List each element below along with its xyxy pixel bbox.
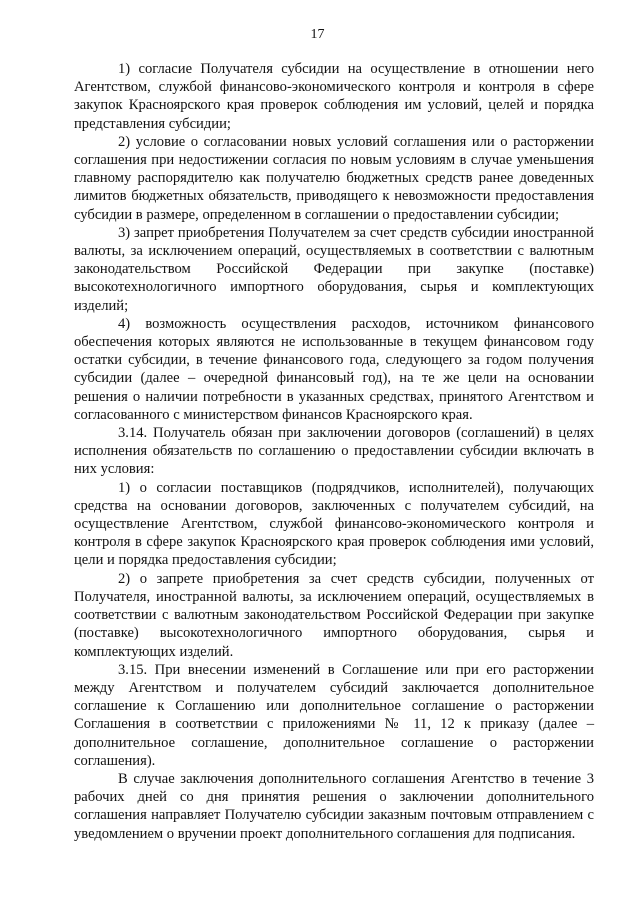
paragraph-2-new-conditions: 2) условие о согласовании новых условий соглашения или о расторжении соглашения при недостижении согласия по новым условиям в случае уменьшения главному распорядителю как получателю бюджетных средств ранее доведенных лимитов бюджетных обязательств, приводящего к невозможности предоставления субсидии в размере, определенном в соглашении о предоставлении субсидии; [74,133,594,223]
paragraph-additional-agreement-procedure: В случае заключения дополнительного соглашения Агентство в течение 3 рабочих дней со дня принятия решения о заключении дополнительного соглашения направляет Получателю субсидии заказным почтовым отправлением с уведомлением о вручении проект дополнительного соглашения для подписания. [74,770,594,842]
paragraph-4-unused-balances: 4) возможность осуществления расходов, источником финансового обеспечения которых являются не использованные в текущем финансовом году остатки субсидии, в течение финансового года, следующего за годом получения субсидии (далее – очередной финансовый год), на те же цели на основании решения о наличии потребности в указанных средствах, принятого Агентством и согласованного с министерством финансов Красноярского края. [74,315,594,423]
paragraph-3-14-contract-conditions: 3.14. Получатель обязан при заключении договоров (соглашений) в целях исполнения обязательств по соглашению о предоставлении субсидии включать в них условия: [74,425,594,478]
paragraph-1-consent-inspections: 1) согласие Получателя субсидии на осуществление в отношении него Агентством, службой финансово-экономического контроля и контроля в сфере закупок Красноярского края проверок соблюдения им условий, целей и порядка представления субсидии; [74,61,594,132]
paragraph-3-14-item-1: 1) о согласии поставщиков (подрядчиков, исполнителей), получающих средства на основании договоров, заключенных с получателем субсидий, на осуществление Агентством, службой финансово-экономического контроля и контроля в сфере закупок Красноярского края проверок соблюдения ими условий, цели и порядка предоставления субсидии; [74,479,594,569]
paragraph-3-14-item-2: 2) о запрете приобретения за счет средств субсидии, полученных от Получателя, иностранной валюты, за исключением операций, осуществляемых в соответствии с валютным законодательством Российской Федерации при закупке (поставке) высокотехнологичного импортного оборудования, сырья и комплектующих изделий. [74,570,594,660]
document-body [74,60,594,843]
paragraph-3-currency-ban: 3) запрет приобретения Получателем за счет средств субсидии иностранной валюты, за исключением операций, осуществляемых в соответствии с валютным законодательством Российской Федерации при закупке (поставке) высокотехнологичного импортного оборудования, сырья и комплектующих изделий; [74,224,594,314]
page-number: 17 [310,27,325,42]
paragraph-3-15-amendments: 3.15. При внесении изменений в Соглашение или при его расторжении между Агентством и получателем субсидий заключается дополнительное соглашение к Соглашению или дополнительное соглашение о расторжении Соглашения в соответствии с приложениями № 11, 12 к приказу (далее – дополнительное соглашение, дополнительное соглашение о расторжении соглашения). [74,661,594,769]
